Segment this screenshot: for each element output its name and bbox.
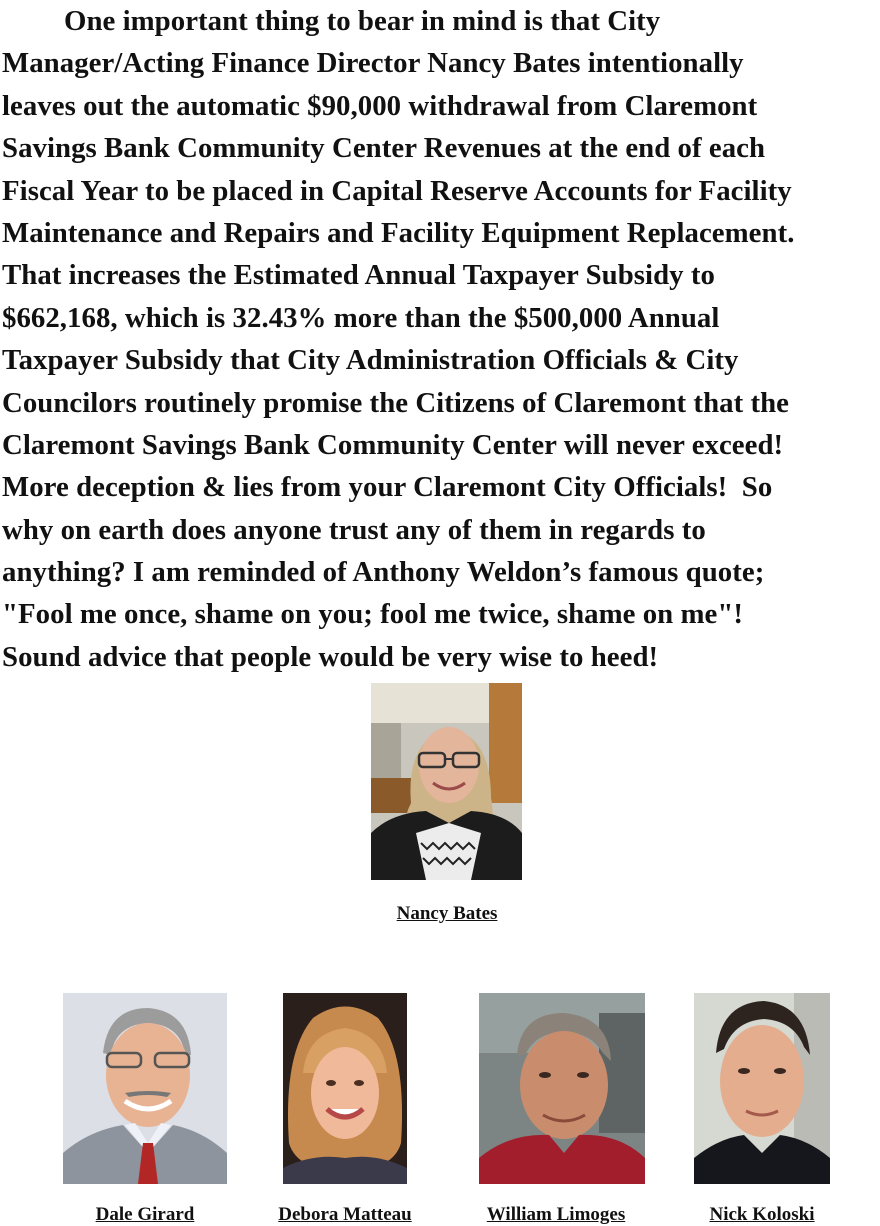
paragraph-line: Councilors routinely promise the Citizens of Claremont that the xyxy=(2,386,790,419)
debora-matteau-photo xyxy=(283,993,407,1184)
paragraph-line: "Fool me once, shame on you; fool me twice, shame on me"! xyxy=(2,598,744,631)
paragraph-line: Taxpayer Subsidy that City Administration Officials & City xyxy=(2,344,739,377)
paragraph-line: leaves out the automatic $90,000 withdrawal from Claremont xyxy=(2,89,758,122)
nancy-bates-photo xyxy=(371,683,522,880)
paragraph-line: $662,168, which is 32.43% more than the $500,000 Annual xyxy=(2,301,720,334)
paragraph-line: One important thing to bear in mind is that City xyxy=(64,5,661,37)
paragraph-line: anything? I am reminded of Anthony Weldon’s famous quote; xyxy=(2,556,765,589)
paragraph-line: Claremont Savings Bank Community Center will never exceed! xyxy=(2,428,784,461)
nancy-bates-caption: Nancy Bates xyxy=(396,903,498,924)
william-limoges-caption: William Limoges xyxy=(486,1204,626,1225)
dale-girard-caption: Dale Girard xyxy=(95,1204,195,1225)
debora-matteau-caption: Debora Matteau xyxy=(278,1204,412,1225)
paragraph-line: Savings Bank Community Center Revenues at the end of each xyxy=(2,132,766,165)
paragraph-line: That increases the Estimated Annual Taxpayer Subsidy to xyxy=(2,259,715,292)
dale-girard-photo xyxy=(63,993,227,1184)
william-limoges-photo xyxy=(479,993,645,1184)
nick-koloski-photo xyxy=(694,993,830,1184)
paragraph-line: More deception & lies from your Claremont City Officials! So xyxy=(2,471,773,504)
nick-koloski-caption: Nick Koloski xyxy=(709,1204,815,1225)
paragraph-line: Manager/Acting Finance Director Nancy Bates intentionally xyxy=(2,47,744,80)
paragraph-line: Maintenance and Repairs and Facility Equipment Replacement. xyxy=(2,216,795,249)
paragraph-line: Fiscal Year to be placed in Capital Reserve Accounts for Facility xyxy=(2,174,792,207)
paragraph-line: Sound advice that people would be very wise to heed! xyxy=(2,640,659,673)
article-paragraph xyxy=(2,0,880,678)
paragraph-line: why on earth does anyone trust any of them in regards to xyxy=(2,513,706,546)
